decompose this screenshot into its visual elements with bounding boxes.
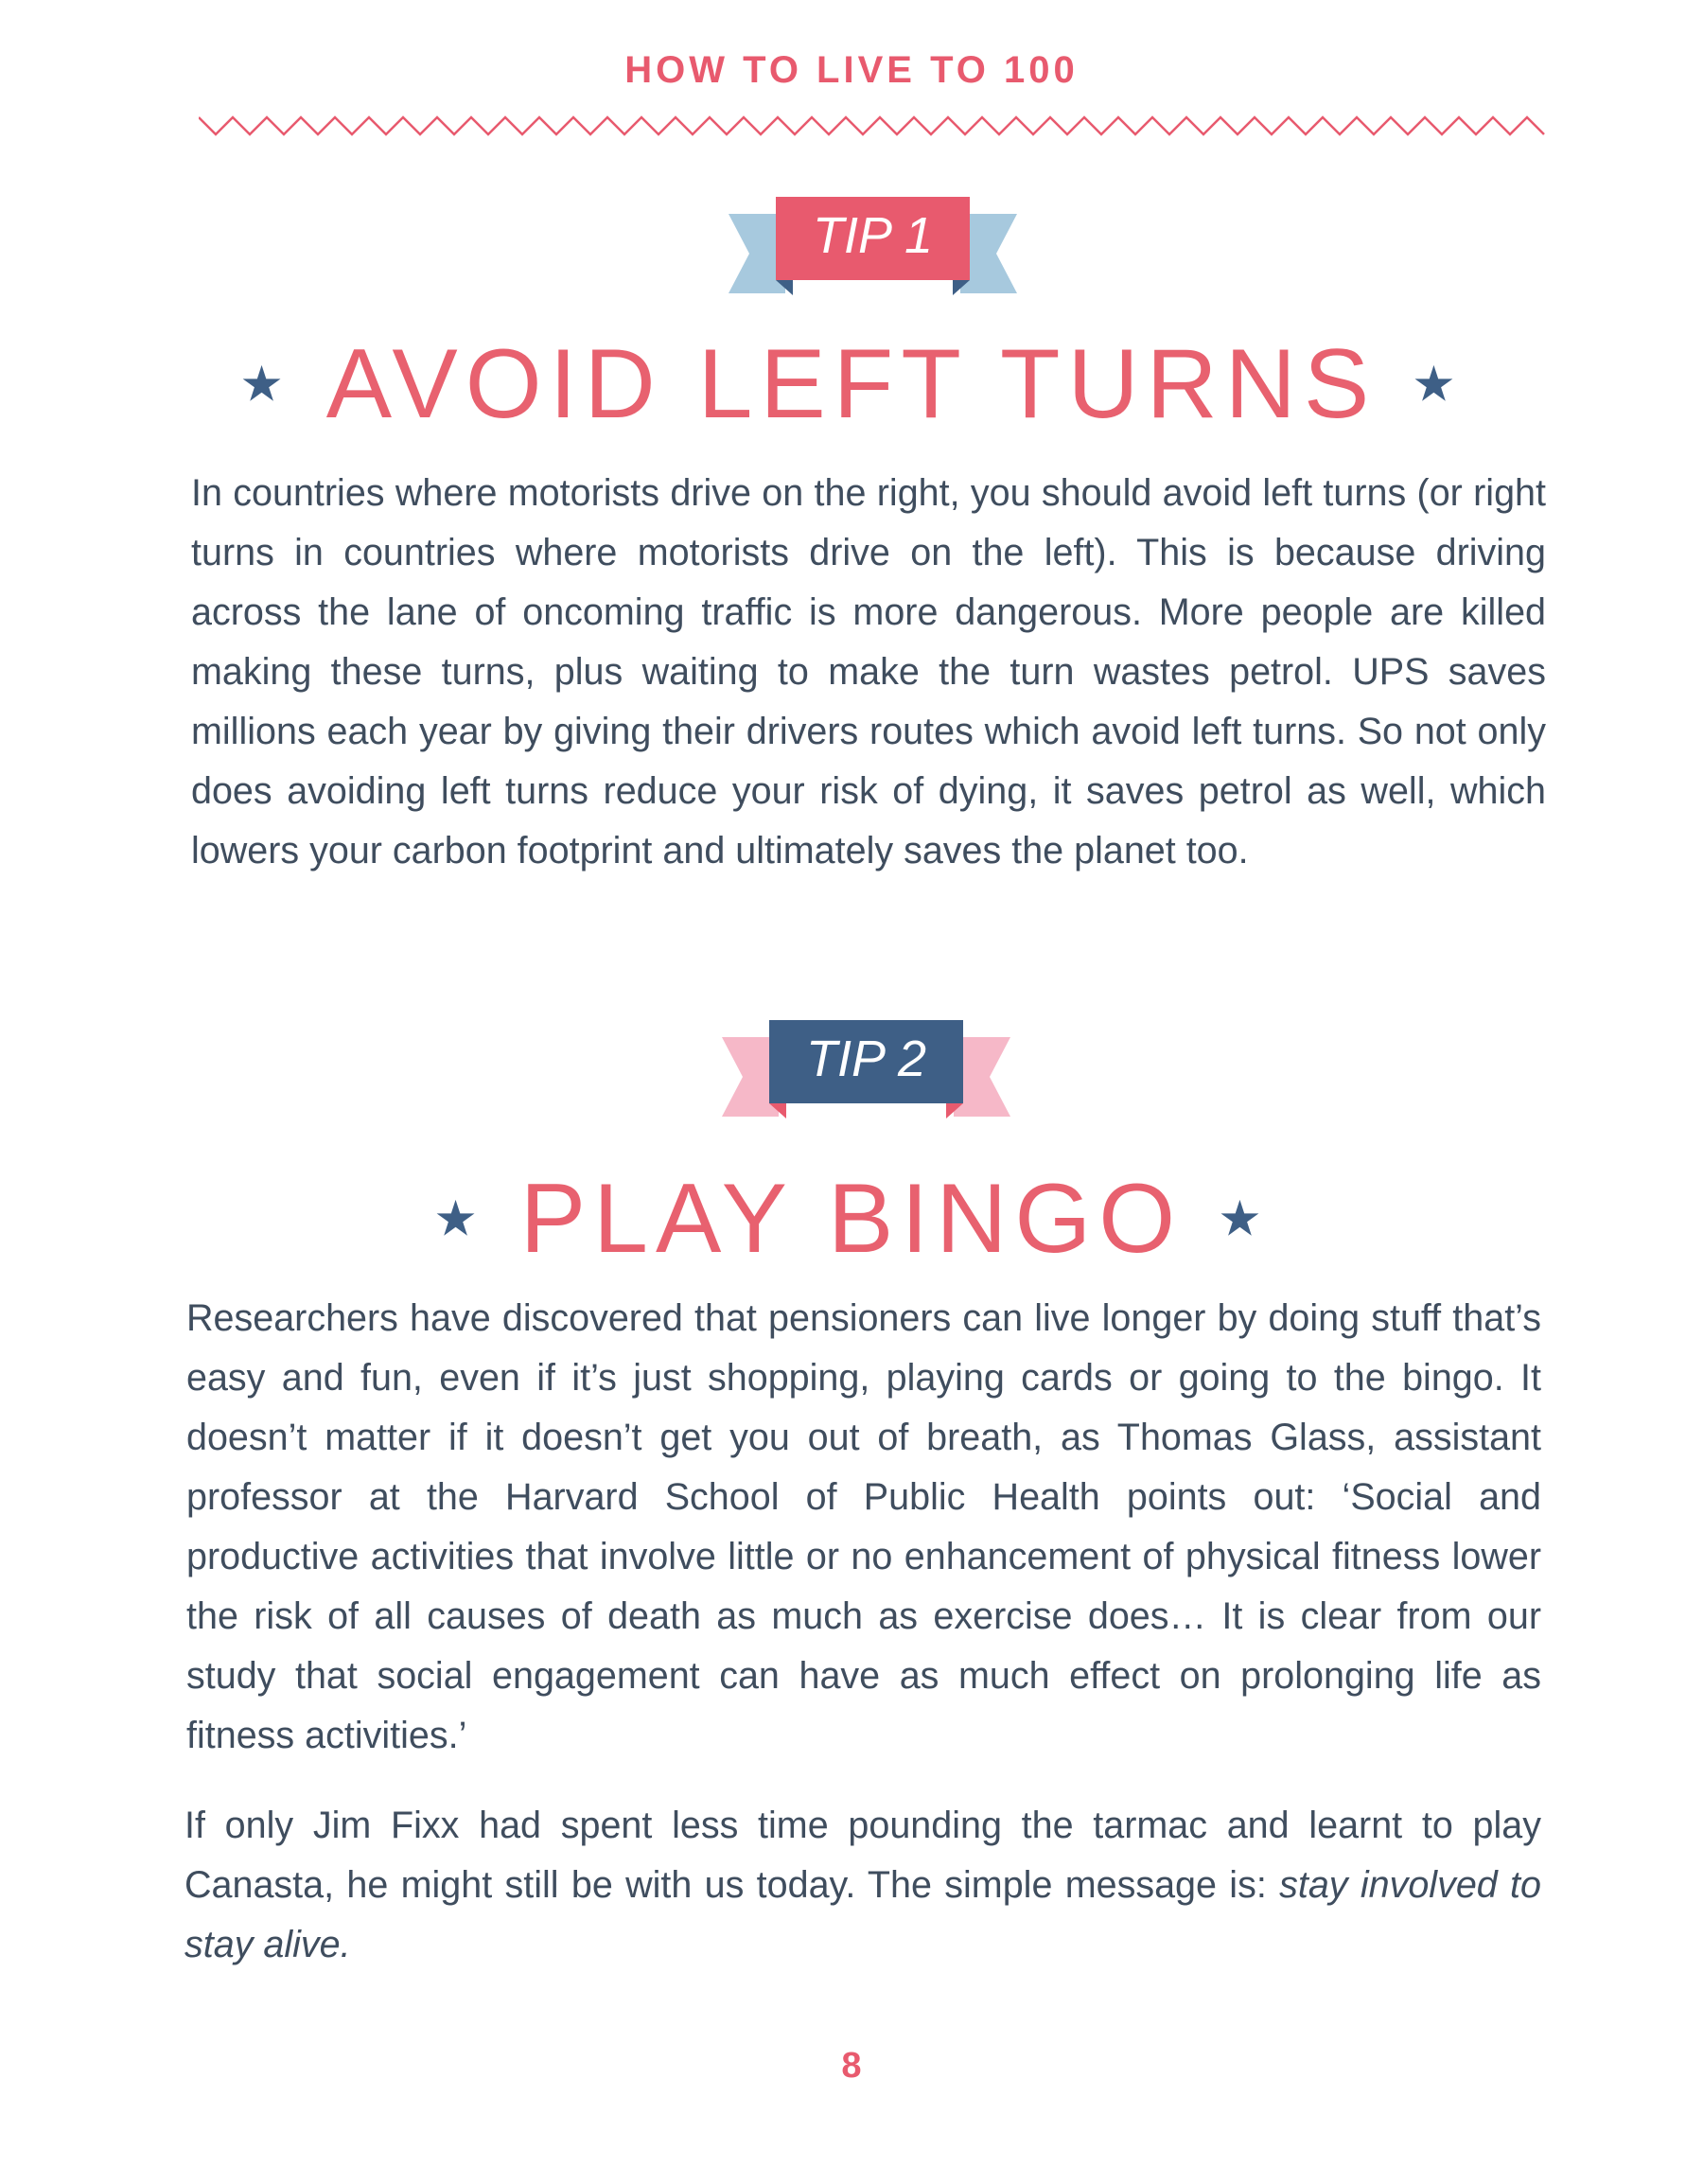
- tip-1-label: TIP 1: [812, 207, 934, 264]
- tip-2-heading: [0, 1156, 1703, 1276]
- tip-2-label: TIP 2: [805, 1030, 927, 1087]
- star-icon: ★: [433, 1191, 485, 1247]
- tip-2-banner: [722, 1020, 1010, 1126]
- star-icon: ★: [1412, 357, 1464, 413]
- tip-2-body: Researchers have discovered that pensioners can live longer by doing stuff that’s easy and fun, even if it’s just shopping, playing cards or going to the bingo. It doesn’t matter if it doesn’t get you out of breath, as Thomas Glass, assistant professor at the Harvard School of Public Health points out: ‘Social and productive activities that involve little or no enhancement of physical fitness lower the risk of all causes of death as much as exercise does… It is clear from our study that social engagement can have as much effect on prolonging life as fitness activities.’: [186, 1297, 1541, 1756]
- star-icon: ★: [239, 357, 291, 413]
- page-number: 8: [841, 2046, 862, 2086]
- tip-1-heading: [0, 322, 1703, 441]
- star-icon: ★: [1218, 1191, 1270, 1247]
- running-head: HOW TO LIVE TO 100: [624, 49, 1079, 91]
- tip-1-banner: [729, 197, 1017, 303]
- zigzag-divider: [199, 112, 1552, 140]
- closing-text: If only Jim Fixx had spent less time pounding the tarmac and learnt to play Canasta, he might still be with us today. The simple message is:: [184, 1805, 1541, 1906]
- tip-2-closing: [184, 1796, 1541, 1975]
- tip-1-title: AVOID LEFT TURNS: [325, 329, 1378, 440]
- tip-1-body: In countries where motorists drive on the right, you should avoid left turns (or right turns in countries where motorists drive on the left). This is because driving across the lane of oncoming traffic is more dangerous. More people are killed making these turns, plus waiting to make the turn wastes petrol. UPS saves millions each year by giving their drivers routes which avoid left turns. So not only does avoiding left turns reduce your risk of dying, it saves petrol as well, which lowers your carbon footprint and ultimately saves the planet too.: [191, 472, 1546, 872]
- tip-2-title: PLAY BINGO: [519, 1164, 1184, 1275]
- closing-emphasis: stay involved to stay alive.: [184, 1864, 1541, 1965]
